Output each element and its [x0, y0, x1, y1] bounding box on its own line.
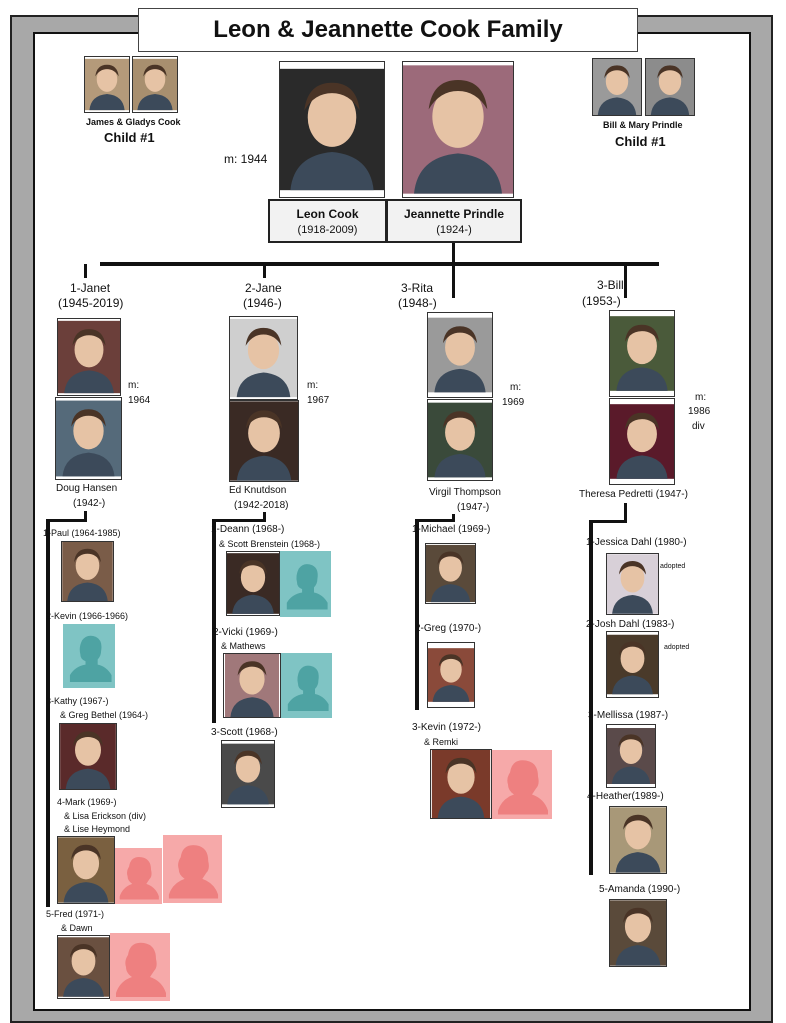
ed-knutdson-name: Ed Knutdson	[229, 485, 287, 496]
kevin-rita-spouse: & Remki	[424, 737, 459, 747]
jeannette-prindle-box	[386, 199, 522, 243]
photo-scott[interactable]	[221, 740, 275, 808]
jane-drop-line	[263, 264, 266, 278]
bill-children-line	[589, 520, 593, 875]
rita-marriage-year: 1969	[502, 397, 525, 408]
mellissa-label: 3-Mellissa (1987-)	[588, 710, 669, 721]
doug-hansen-name: Doug Hansen	[56, 483, 118, 494]
photo-jeannette-prindle[interactable]	[402, 61, 514, 198]
jessica-note: adopted	[660, 563, 686, 570]
fred-label: 5-Fred (1971-)	[46, 909, 105, 919]
photo-kevin-placeholder[interactable]	[63, 624, 115, 688]
fred-spouse: & Dawn	[61, 923, 93, 933]
photo-deann[interactable]	[226, 551, 280, 616]
photo-ed-knutdson[interactable]	[229, 400, 299, 482]
photo-gladys-cook[interactable]	[132, 56, 178, 113]
kevin-rita-label: 3-Kevin (1972-)	[412, 722, 481, 733]
jessica-label: 1-Jessica Dahl (1980-)	[586, 537, 687, 548]
kathy-spouse: & Greg Bethel (1964-)	[60, 710, 149, 720]
ed-knutdson-dates: (1942-2018)	[234, 500, 289, 511]
photo-theresa-pedretti[interactable]	[609, 398, 675, 485]
deann-spouse: & Scott Brenstein (1968-)	[219, 539, 321, 549]
bill-family-bracket	[589, 520, 627, 523]
janet-marriage-label: m:	[128, 380, 140, 391]
left-grandparents-child: Child #1	[104, 130, 155, 145]
photo-mary-prindle[interactable]	[645, 58, 695, 116]
janet-marriage-year: 1964	[128, 395, 151, 406]
virgil-thompson-dates: (1947-)	[457, 502, 490, 513]
photo-remki-placeholder[interactable]	[492, 750, 552, 819]
rita-dates: (1948-)	[398, 296, 437, 310]
photo-dawn-placeholder[interactable]	[110, 933, 170, 1001]
mark-spouse-1: & Lisa Erickson (div)	[64, 811, 147, 821]
bill-marriage-note: div	[692, 421, 705, 432]
generation-bar	[100, 262, 659, 266]
photo-bill-prindle[interactable]	[592, 58, 642, 116]
josh-note: adopted	[664, 644, 690, 651]
jane-children-line	[212, 519, 216, 723]
jeannette-prindle-dates: (1924-)	[436, 224, 472, 236]
photo-jane[interactable]	[229, 316, 298, 400]
theresa-pedretti-name: Theresa Pedretti (1947-)	[579, 489, 688, 500]
photo-fred[interactable]	[57, 935, 110, 999]
photo-vicki[interactable]	[223, 653, 281, 718]
greg-label: 2-Greg (1970-)	[415, 623, 482, 634]
jane-family-bracket	[212, 519, 266, 522]
left-grandparents-caption: James & Gladys Cook	[86, 117, 181, 127]
right-grandparents-child: Child #1	[615, 134, 666, 149]
photo-josh[interactable]	[606, 631, 659, 698]
photo-heather[interactable]	[609, 806, 667, 874]
photo-janet[interactable]	[57, 318, 121, 396]
photo-mellissa[interactable]	[606, 724, 656, 788]
photo-paul[interactable]	[61, 541, 114, 602]
photo-amanda[interactable]	[609, 899, 667, 967]
photo-mathews-placeholder[interactable]	[281, 653, 332, 718]
photo-bill[interactable]	[609, 310, 675, 397]
photo-michael[interactable]	[425, 543, 476, 604]
photo-rita[interactable]	[427, 312, 493, 398]
rita-marriage-label: m:	[510, 382, 522, 393]
deann-label: 1-Deann (1968-)	[211, 524, 285, 535]
kathy-label: 3-Kathy (1967-)	[46, 696, 109, 706]
janet-label: 1-Janet	[70, 281, 111, 295]
mark-label: 4-Mark (1969-)	[57, 797, 117, 807]
rita-family-bracket	[415, 519, 455, 522]
leon-cook-dates: (1918-2009)	[297, 224, 358, 236]
photo-mark[interactable]	[57, 836, 115, 904]
photo-kevin-thompson[interactable]	[430, 749, 492, 819]
rita-label: 3-Rita	[401, 281, 434, 295]
bill-marriage-label: m:	[695, 392, 707, 403]
bill-dates: (1953-)	[582, 294, 621, 308]
josh-label: 2-Josh Dahl (1983-)	[586, 619, 675, 630]
bill-marriage-year: 1986	[688, 406, 711, 417]
jane-marriage-year: 1967	[307, 395, 330, 406]
janet-dates: (1945-2019)	[58, 296, 124, 310]
janet-children-line	[46, 519, 50, 907]
leon-cook-name: Leon Cook	[296, 207, 359, 221]
photo-lisa-erickson-placeholder[interactable]	[115, 848, 162, 904]
couple-descent-line	[452, 243, 455, 263]
heather-label: 4-Heather(1989-)	[587, 791, 664, 802]
michael-label: 1-Michael (1969-)	[412, 524, 491, 535]
vicki-spouse: & Mathews	[221, 641, 266, 651]
photo-james-cook[interactable]	[84, 56, 130, 113]
jeannette-prindle-name: Jeannette Prindle	[403, 207, 505, 221]
photo-jessica[interactable]	[606, 553, 659, 615]
photo-lise-heymond-placeholder[interactable]	[163, 835, 222, 903]
paul-label: 1-Paul (1964-1985)	[43, 528, 121, 538]
photo-virgil-thompson[interactable]	[427, 399, 493, 481]
leon-cook-box	[268, 199, 387, 243]
janet-family-bracket	[46, 519, 87, 522]
photo-scott-brenstein-placeholder[interactable]	[280, 551, 331, 617]
scott-label: 3-Scott (1968-)	[211, 727, 278, 738]
jane-marriage-label: m:	[307, 380, 319, 391]
couple-marriage: m: 1944	[224, 152, 268, 166]
janet-drop-line	[84, 264, 87, 278]
bill-label: 3-Bill	[597, 278, 624, 292]
rita-drop-line	[452, 264, 455, 298]
amanda-label: 5-Amanda (1990-)	[599, 884, 681, 895]
bill-drop-line	[624, 264, 627, 298]
right-grandparents-caption: Bill & Mary Prindle	[603, 120, 683, 130]
mark-spouse-2: & Lise Heymond	[64, 824, 131, 834]
doug-hansen-dates: (1942-)	[73, 498, 106, 509]
rita-children-line	[415, 519, 419, 710]
page-title: Leon & Jeannette Cook Family	[138, 8, 638, 52]
vicki-label: 2-Vicki (1969-)	[213, 627, 278, 638]
virgil-thompson-name: Virgil Thompson	[429, 487, 501, 498]
photo-greg[interactable]	[427, 642, 475, 708]
jane-label: 2-Jane	[245, 281, 282, 295]
jane-dates: (1946-)	[243, 296, 282, 310]
kevin-label: 2-Kevin (1966-1966)	[46, 611, 129, 621]
photo-kathy[interactable]	[59, 723, 117, 790]
photo-doug-hansen[interactable]	[55, 397, 122, 480]
photo-leon-cook[interactable]	[279, 61, 385, 198]
